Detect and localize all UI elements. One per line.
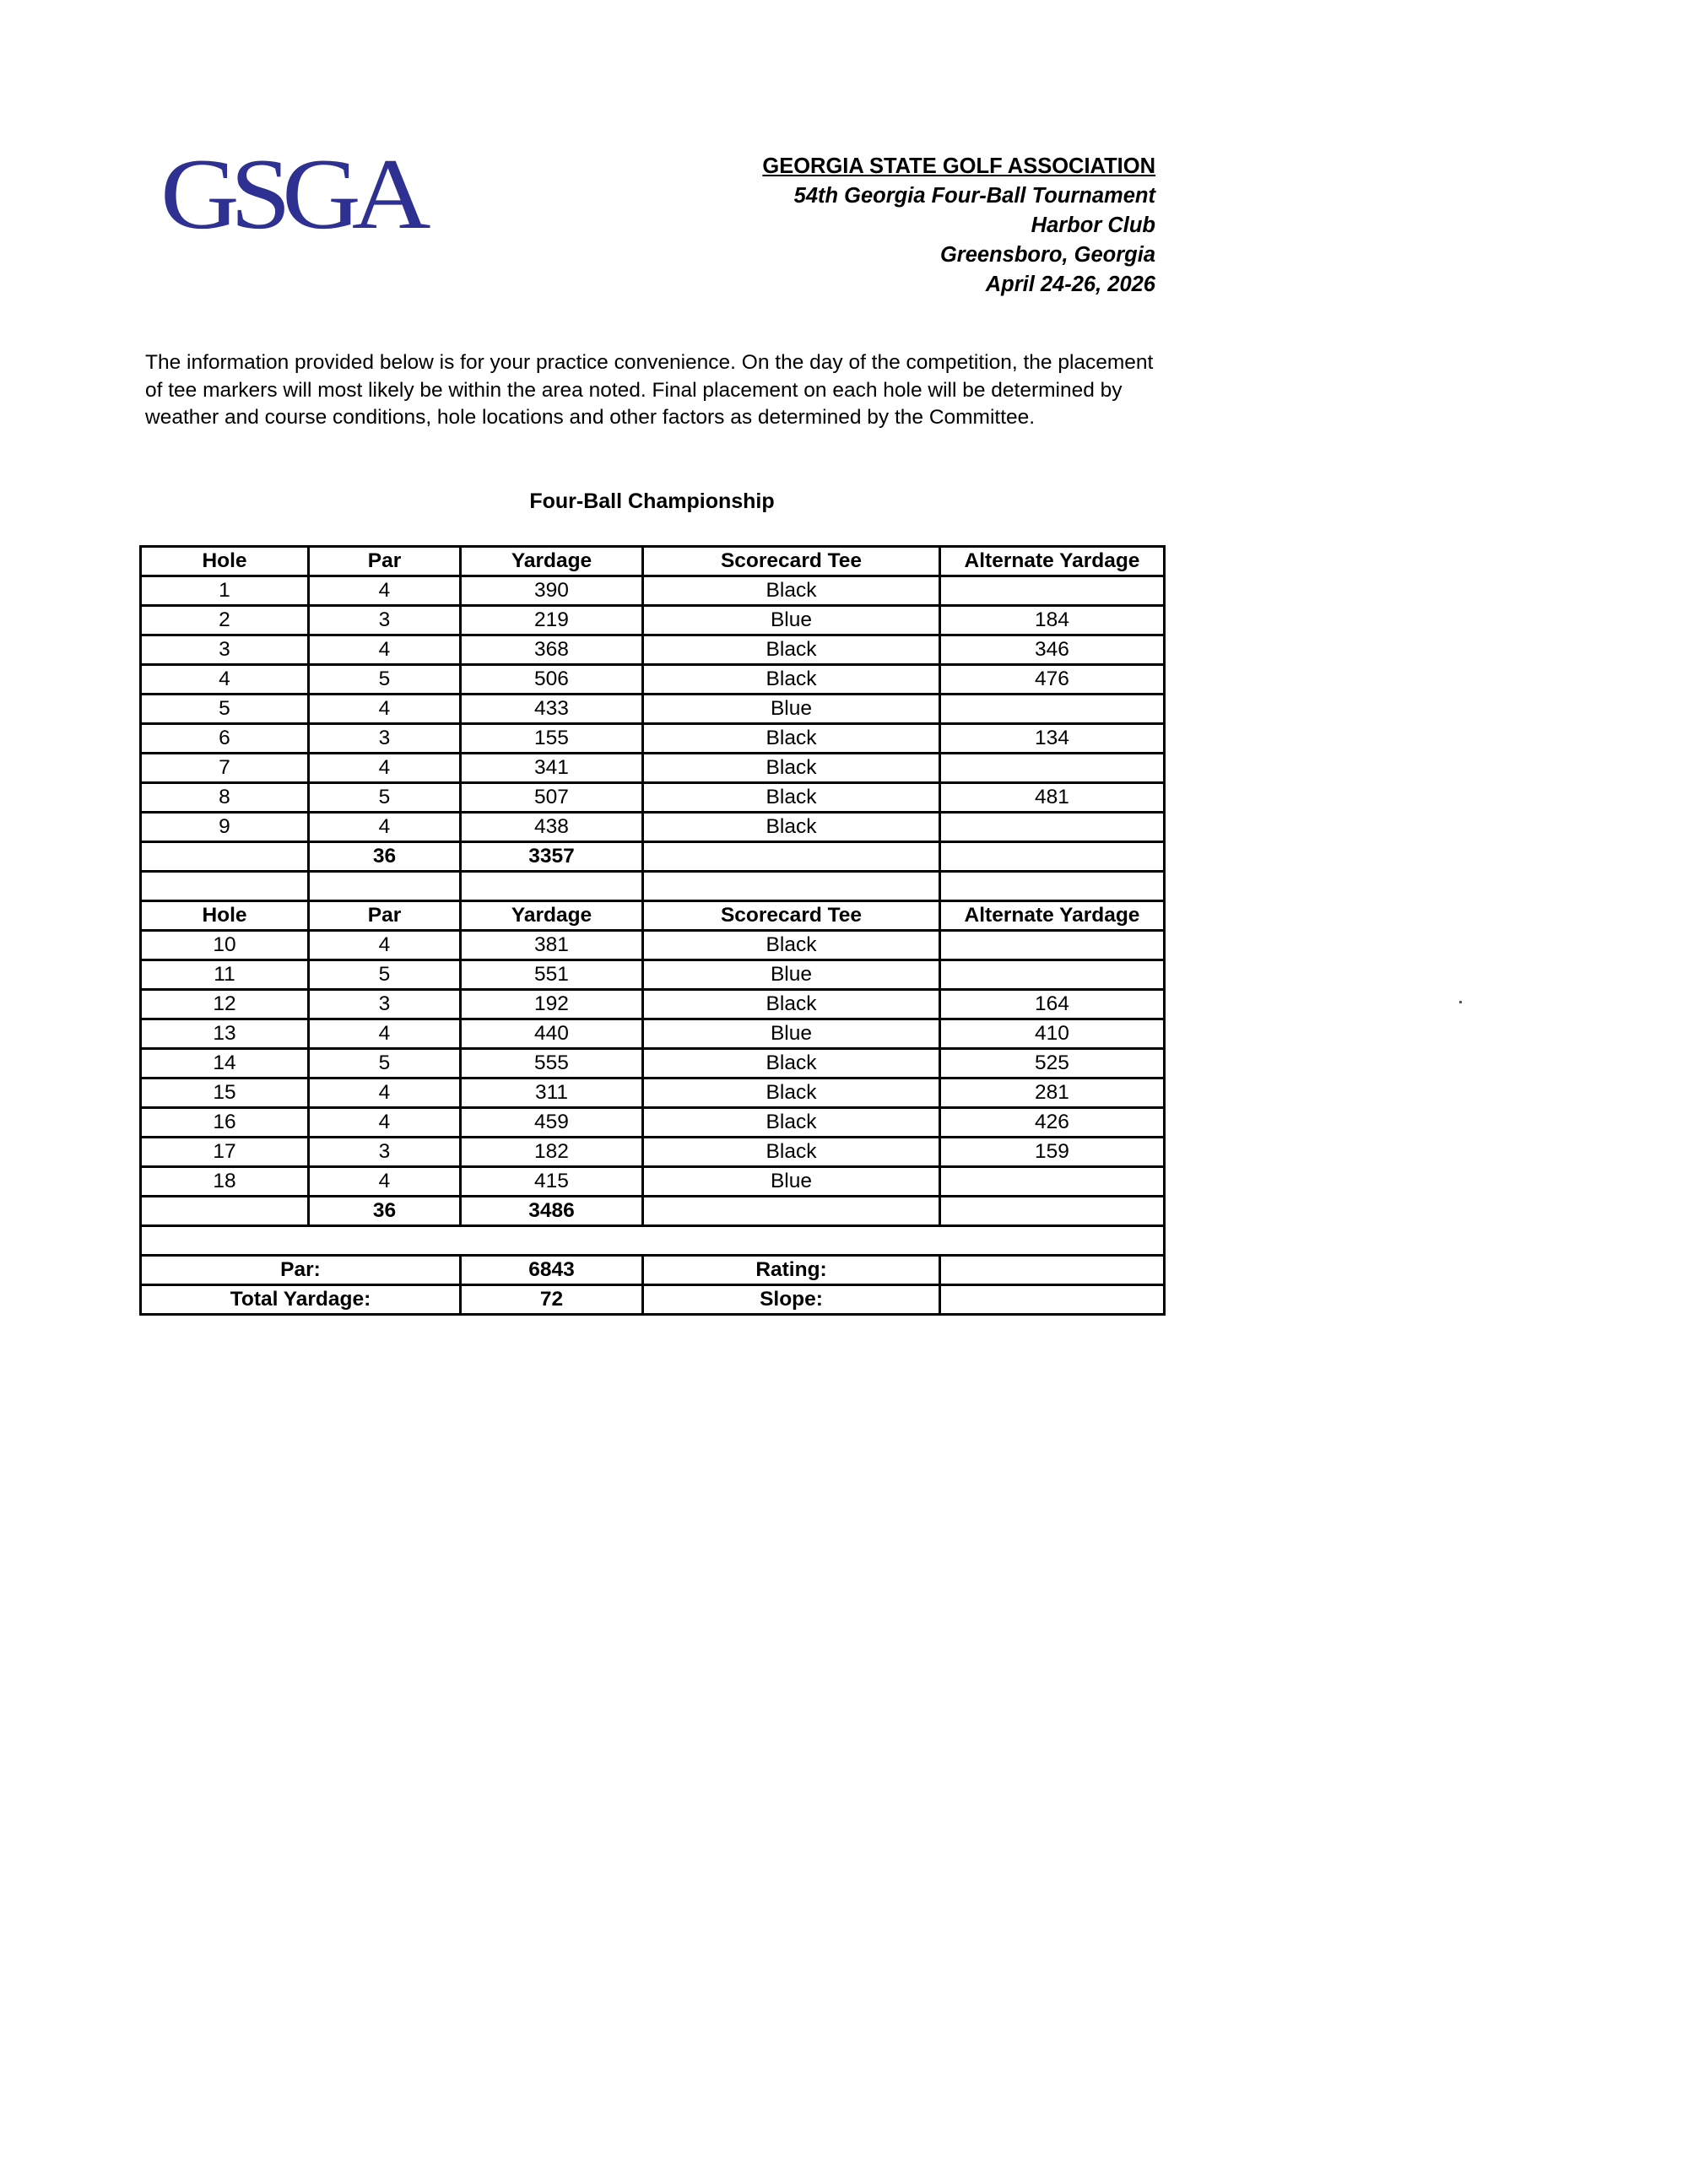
empty-cell <box>461 872 643 901</box>
empty-cell <box>940 842 1165 872</box>
table-cell: 15 <box>141 1078 309 1108</box>
table-cell: 4 <box>309 576 461 606</box>
gsga-logo: GSGA <box>160 138 422 250</box>
empty-cell <box>141 1226 1165 1256</box>
table-cell: Black <box>643 1049 940 1078</box>
spacer-row <box>141 872 1165 901</box>
table-cell: Black <box>643 724 940 754</box>
table-cell: 3 <box>309 606 461 635</box>
table-cell: 5 <box>141 695 309 724</box>
subtotal-row <box>141 842 1165 872</box>
hole-row <box>141 695 1165 724</box>
table-cell: 9 <box>141 813 309 842</box>
table-cell: 4 <box>141 665 309 695</box>
table-cell: Black <box>643 635 940 665</box>
subtotal-yardage: 3486 <box>461 1197 643 1226</box>
table-cell: 159 <box>940 1138 1165 1167</box>
table-cell: 341 <box>461 754 643 783</box>
location: Greensboro, Georgia <box>939 243 1155 267</box>
table-cell: 438 <box>461 813 643 842</box>
column-header: Yardage <box>461 547 643 576</box>
table-cell: 4 <box>309 1019 461 1049</box>
summary-row <box>141 1285 1165 1315</box>
hole-row <box>141 754 1165 783</box>
table-cell: 11 <box>141 960 309 990</box>
table-cell: 507 <box>461 783 643 813</box>
table-cell: 346 <box>940 635 1165 665</box>
empty-cell <box>141 872 309 901</box>
empty-cell <box>141 842 309 872</box>
table-cell: 4 <box>309 1078 461 1108</box>
table-cell: 5 <box>309 783 461 813</box>
table-cell: Black <box>643 1078 940 1108</box>
column-header: Par <box>309 901 461 931</box>
hole-row <box>141 724 1165 754</box>
event-dates: April 24-26, 2026 <box>985 273 1155 296</box>
table-cell: 219 <box>461 606 643 635</box>
table-cell: 164 <box>940 990 1165 1019</box>
table-cell: 415 <box>461 1167 643 1197</box>
summary-value: 6843 <box>461 1256 643 1285</box>
table-cell: 134 <box>940 724 1165 754</box>
table-cell: Blue <box>643 960 940 990</box>
subtotal-par: 36 <box>309 842 461 872</box>
hole-row <box>141 576 1165 606</box>
table-cell: 440 <box>461 1019 643 1049</box>
table-cell: Black <box>643 665 940 695</box>
table-cell: 17 <box>141 1138 309 1167</box>
table-cell: 3 <box>309 724 461 754</box>
subtotal-par: 36 <box>309 1197 461 1226</box>
table-cell: 4 <box>309 1167 461 1197</box>
table-cell: 381 <box>461 931 643 960</box>
table-cell <box>940 754 1165 783</box>
table-cell: 3 <box>309 1138 461 1167</box>
table-cell: 16 <box>141 1108 309 1138</box>
column-header: Yardage <box>461 901 643 931</box>
table-cell: Black <box>643 931 940 960</box>
hole-row <box>141 783 1165 813</box>
summary-label: Par: <box>141 1256 461 1285</box>
spacer-row <box>141 1226 1165 1256</box>
hole-row <box>141 665 1165 695</box>
table-cell: Black <box>643 576 940 606</box>
hole-row <box>141 606 1165 635</box>
subtotal-row <box>141 1197 1165 1226</box>
table-cell: 525 <box>940 1049 1165 1078</box>
header-block <box>762 152 1155 300</box>
table-cell: 4 <box>309 1108 461 1138</box>
table-cell: 5 <box>309 1049 461 1078</box>
column-header: Hole <box>141 547 309 576</box>
summary-value: 72 <box>461 1285 643 1315</box>
hole-row <box>141 931 1165 960</box>
hole-row <box>141 813 1165 842</box>
table-cell: 6 <box>141 724 309 754</box>
table-cell: 368 <box>461 635 643 665</box>
summary-value <box>940 1256 1165 1285</box>
table-cell: 4 <box>309 754 461 783</box>
table-cell: Black <box>643 813 940 842</box>
column-header: Alternate Yardage <box>940 547 1165 576</box>
table-cell: Black <box>643 783 940 813</box>
table-cell: 10 <box>141 931 309 960</box>
table-cell: 433 <box>461 695 643 724</box>
column-header: Hole <box>141 901 309 931</box>
header-row <box>141 547 1165 576</box>
table-cell: Black <box>643 754 940 783</box>
summary-row <box>141 1256 1165 1285</box>
table-cell: 4 <box>309 695 461 724</box>
table-cell: 192 <box>461 990 643 1019</box>
hole-row <box>141 1078 1165 1108</box>
hole-row <box>141 1108 1165 1138</box>
table-cell: 14 <box>141 1049 309 1078</box>
table-cell: 4 <box>309 635 461 665</box>
table-cell: 476 <box>940 665 1165 695</box>
hole-row <box>141 960 1165 990</box>
summary-label: Rating: <box>643 1256 940 1285</box>
table-cell: 426 <box>940 1108 1165 1138</box>
hole-row <box>141 1138 1165 1167</box>
empty-cell <box>643 1197 940 1226</box>
table-cell <box>940 931 1165 960</box>
event-name: 54th Georgia Four-Ball Tournament <box>793 184 1155 208</box>
column-header: Scorecard Tee <box>643 901 940 931</box>
table-cell: 7 <box>141 754 309 783</box>
table-cell: 2 <box>141 606 309 635</box>
table-cell: 5 <box>309 665 461 695</box>
table-cell: 8 <box>141 783 309 813</box>
empty-cell <box>141 1197 309 1226</box>
summary-value <box>940 1285 1165 1315</box>
empty-cell <box>940 1197 1165 1226</box>
table-cell: 311 <box>461 1078 643 1108</box>
subtotal-yardage: 3357 <box>461 842 643 872</box>
empty-cell <box>643 872 940 901</box>
table-cell: Blue <box>643 1167 940 1197</box>
table-cell: 459 <box>461 1108 643 1138</box>
table-cell: 184 <box>940 606 1165 635</box>
table-cell: 12 <box>141 990 309 1019</box>
table-cell <box>940 1167 1165 1197</box>
yardage-table <box>139 545 1166 1316</box>
summary-label: Slope: <box>643 1285 940 1315</box>
table-cell: Blue <box>643 1019 940 1049</box>
intro-paragraph: The information provided below is for your practice convenience. On the day of the competition, the placement of tee markers will most likely be within the area noted. Final placement on each hole will be determined by weather and course conditions, hole locations and other factors as determined by the Committee. <box>145 351 1154 429</box>
stray-mark <box>1459 1001 1462 1003</box>
table-cell: 506 <box>461 665 643 695</box>
table-cell: Black <box>643 1138 940 1167</box>
table-cell <box>940 813 1165 842</box>
hole-row <box>141 1049 1165 1078</box>
empty-cell <box>940 872 1165 901</box>
table-cell <box>940 960 1165 990</box>
hole-row <box>141 1019 1165 1049</box>
summary-label: Total Yardage: <box>141 1285 461 1315</box>
table-cell: Blue <box>643 606 940 635</box>
empty-cell <box>309 872 461 901</box>
column-header: Scorecard Tee <box>643 547 940 576</box>
table-cell: 4 <box>309 931 461 960</box>
table-cell: 555 <box>461 1049 643 1078</box>
hole-row <box>141 635 1165 665</box>
table-cell: Blue <box>643 695 940 724</box>
hole-row <box>141 1167 1165 1197</box>
table-cell: 551 <box>461 960 643 990</box>
hole-row <box>141 990 1165 1019</box>
table-cell: 3 <box>141 635 309 665</box>
table-cell: 410 <box>940 1019 1165 1049</box>
table-cell: 5 <box>309 960 461 990</box>
table-cell: 1 <box>141 576 309 606</box>
table-cell: 481 <box>940 783 1165 813</box>
table-cell: 13 <box>141 1019 309 1049</box>
table-cell: 18 <box>141 1167 309 1197</box>
table-cell: 4 <box>309 813 461 842</box>
table-cell: 281 <box>940 1078 1165 1108</box>
table-cell: 182 <box>461 1138 643 1167</box>
table-cell: 3 <box>309 990 461 1019</box>
header-row <box>141 901 1165 931</box>
org-name: GEORGIA STATE GOLF ASSOCIATION <box>762 154 1155 178</box>
table-cell: 390 <box>461 576 643 606</box>
table-cell <box>940 576 1165 606</box>
table-cell: 155 <box>461 724 643 754</box>
table-cell <box>940 695 1165 724</box>
table-cell: Black <box>643 990 940 1019</box>
column-header: Par <box>309 547 461 576</box>
column-header: Alternate Yardage <box>940 901 1165 931</box>
empty-cell <box>643 842 940 872</box>
venue-name: Harbor Club <box>1031 214 1155 237</box>
table-caption: Four-Ball Championship <box>529 489 775 513</box>
table-cell: Black <box>643 1108 940 1138</box>
